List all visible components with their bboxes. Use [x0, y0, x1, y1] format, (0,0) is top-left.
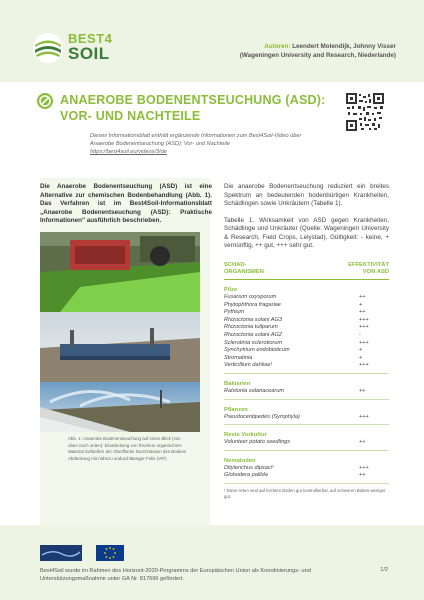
efficacy-value: ++: [359, 387, 366, 394]
table-row: [224, 362, 389, 370]
efficacy-value: ++: [359, 472, 366, 479]
organism-name: Rhizoctonia solani AG2: [224, 331, 282, 338]
table-row: [224, 294, 389, 302]
footer-band: [0, 525, 424, 600]
organism-name: Pseudocentipedes (Symphyla): [224, 413, 300, 420]
logo-text-top: BEST4: [68, 31, 113, 46]
logo-mark-icon: [32, 32, 64, 64]
table-row: [224, 302, 389, 310]
table-footnote: ¹ Diese Arten sind auf leichten Böden gut kontrollierbar, auf schweren Böden weniger gut.: [224, 487, 386, 499]
efficacy-value: ++: [359, 439, 366, 446]
table-row: [224, 465, 389, 473]
efficacy-value: -: [359, 331, 361, 338]
col2-header-line1: EFFEKTIVITÄT: [348, 262, 389, 268]
best4soil-logo: [32, 28, 113, 68]
table-group-heading: Pilze: [224, 287, 238, 293]
organism-name: Verticillium dahliae¹: [224, 362, 273, 369]
efficacy-value: +++: [359, 339, 369, 346]
table-group-heading: Bakterien: [224, 380, 251, 387]
organism-name: Globodera pallida: [224, 472, 268, 479]
col1-header-line1: SCHAD-: [224, 262, 247, 268]
table-row: [224, 355, 389, 363]
organism-name: Rhizoctonia solani AG3: [224, 316, 282, 323]
table-row: [224, 439, 389, 447]
efficacy-value: +++: [359, 413, 369, 420]
efficacy-value: +++: [359, 324, 369, 331]
table-group-heading: Pflanzen: [224, 406, 248, 413]
efficacy-value: +: [359, 354, 363, 361]
page-number: 1/2: [380, 567, 388, 573]
table-group: [224, 380, 389, 400]
table-header: [224, 262, 389, 280]
authors-names: Leendert Molendijk, Johnny Visser: [292, 43, 396, 50]
table-group: [224, 406, 389, 426]
table-row: [224, 317, 389, 325]
efficacy-value: ++: [359, 309, 366, 316]
eu-flag-icon: [96, 545, 124, 561]
table-row: [224, 309, 389, 317]
table-group-heading: Reste Vorkultur: [224, 432, 267, 439]
organism-name: Synchytrium endobioticum: [224, 347, 290, 354]
col1-header-line2: ORGANISMEN: [224, 269, 264, 275]
table-row: [224, 332, 389, 340]
logo-badge-icon: [40, 545, 82, 561]
efficacy-value: ++: [359, 294, 366, 300]
efficacy-value: +: [359, 347, 363, 354]
title-line-2: VOR- UND NACHTEILE: [60, 109, 201, 123]
summary-paragraph: Die anaerobe Bodenentseuchung reduziert ein breites Spektrum an bedeutenden bodenbürtigen Krankheiten, Schädlingen sowie Unkräutern (Tabelle 1).: [224, 183, 389, 207]
intro-description: Dieses Informationsblatt enthält ergänzende Informationen zum Best4Soil-Video über Anaerobe Bodenentseuchung (ASD): Vor- und Nachteile: [90, 133, 302, 147]
asd-process-photo-mosaic: [40, 232, 200, 432]
table-body: [224, 286, 389, 484]
table-row: [224, 324, 389, 332]
lead-paragraph: Die Anaerobe Bodenentseuchung (ASD) ist eine Alternative zur chemischen Bodenbehandlung (Abb. 1). Das Verfahren ist im Best4Soil-Informationsblatt „Anaerobe Bodenentseuchung (ASD): Praktische Informationen" ausführlich beschrieben.: [40, 183, 212, 224]
table-row: [224, 388, 389, 396]
qr-code-icon[interactable]: [345, 92, 385, 132]
logo-text-bottom: SOIL: [68, 44, 110, 63]
table-row: [224, 347, 389, 355]
authors-label: Autoren:: [264, 43, 291, 50]
authors-block: [240, 42, 396, 60]
organism-name: Phytophthora fragariae: [224, 301, 281, 308]
table-row: [224, 472, 389, 480]
table-row: [224, 340, 389, 348]
col2-header-line2: VON ASD: [362, 269, 389, 275]
efficacy-table: [224, 262, 389, 500]
organism-name: Rhizoctonia tuliparum: [224, 324, 278, 331]
organism-name: Pythium: [224, 309, 245, 316]
efficacy-value: +++: [359, 316, 369, 323]
organism-name: Stromatinia: [224, 354, 253, 361]
organism-name: Sclerotinia sclerotiorum: [224, 339, 283, 346]
organism-name: Fusarium oxysporum: [224, 294, 277, 300]
video-link[interactable]: https://best4soil.eu/videos/3/de: [90, 149, 167, 155]
table-group: [224, 457, 389, 484]
funding-notice: Best4Soil wurde im Rahmen des Horizont-2020-Programms der Europäischen Union als Koordinierungs- und Unterstützungsmaßnahme unter GA Nr. 817696 gefördert.: [40, 568, 311, 582]
organism-name: Ditylenchus dipsaci¹: [224, 464, 274, 471]
efficacy-value: +++: [359, 362, 369, 369]
intro-text: [90, 132, 320, 156]
organism-name: Ralstonia solanacearum: [224, 387, 285, 394]
right-column-text: [224, 183, 389, 259]
table-group: [224, 431, 389, 451]
table-caption: Tabelle 1. Wirksamkeit von ASD gegen Krankheiten, Schädlinge und Unkräuter (Quelle: Wageningen University & Research, Field Crops, Lelystad). Gültigkeit: - keine, + vernünftig, ++ gut, +++ sehr gut.: [224, 216, 389, 249]
page-title: [60, 92, 325, 124]
authors-affiliation: (Wageningen University and Research, Niederlande): [239, 52, 396, 59]
table-group-heading: Nematoden: [224, 457, 256, 464]
efficacy-value: +: [359, 301, 363, 308]
title-line-1: ANAEROBE BODENENTSEUCHUNG (ASD):: [60, 93, 326, 107]
prohibited-icon: [36, 92, 54, 110]
table-row: [224, 414, 389, 422]
table-group: [224, 286, 389, 374]
efficacy-value: +++: [359, 464, 369, 471]
figure-caption: Abb. 1: Anaerobe Bodenentseuchung auf einen Blick (von oben nach unten): Einarbeitung von frischem organischem Material Schließen der Oberfläche Durchnässen des Bodens Abdeckung mit nahezu undurchlässiger Folie (VIF): [68, 436, 187, 461]
organism-name: Volunteer potato seedlings: [224, 439, 291, 446]
